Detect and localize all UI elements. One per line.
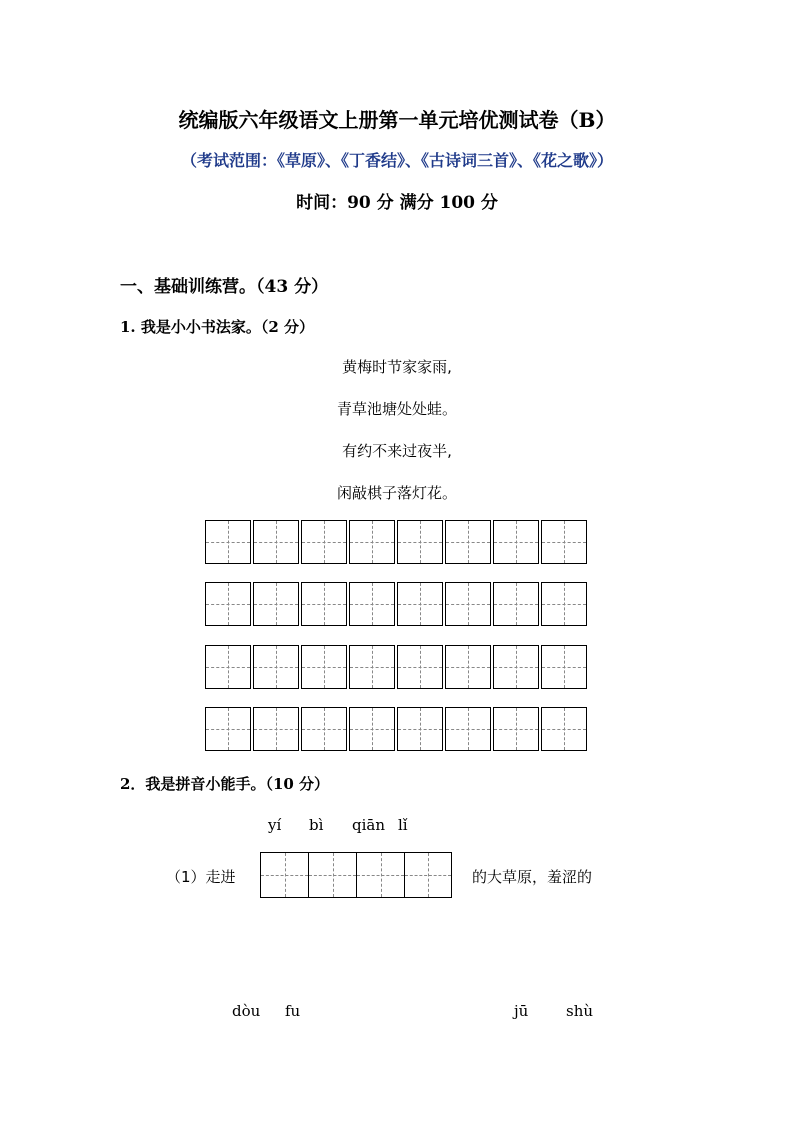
writing-cell[interactable] (541, 707, 587, 751)
writing-cell[interactable] (349, 582, 395, 626)
pinyin-syllable: lǐ (398, 816, 408, 834)
question-2-heading: 2．我是拼音小能手。（10 分） (120, 775, 330, 793)
writing-grid-row[interactable] (205, 520, 587, 564)
writing-cell[interactable] (445, 520, 491, 564)
writing-cell[interactable] (541, 582, 587, 626)
writing-cell[interactable] (541, 645, 587, 689)
writing-cell[interactable] (397, 582, 443, 626)
writing-cell[interactable] (301, 520, 347, 564)
writing-cell[interactable] (397, 707, 443, 751)
pinyin-syllable: shù (566, 1002, 594, 1020)
pinyin-syllable: bì (309, 816, 324, 834)
writing-grid-row[interactable] (205, 582, 587, 626)
answer-cell[interactable] (308, 852, 356, 898)
poem-line: 有约不来过夜半, (342, 442, 452, 460)
exam-title: 统编版六年级语文上册第一单元培优测试卷（B） (178, 108, 616, 132)
writing-cell[interactable] (349, 645, 395, 689)
writing-cell[interactable] (205, 707, 251, 751)
pinyin-syllable: qiān (352, 816, 386, 834)
pinyin-syllable: yí (268, 816, 282, 834)
answer-cell[interactable] (404, 852, 452, 898)
answer-grid[interactable] (260, 852, 452, 898)
writing-cell[interactable] (397, 645, 443, 689)
item-1-prefix: （1）走进 (166, 868, 236, 886)
writing-cell[interactable] (493, 645, 539, 689)
writing-cell[interactable] (397, 520, 443, 564)
poem-line: 青草池塘处处蛙。 (336, 400, 457, 418)
answer-cell[interactable] (260, 852, 308, 898)
exam-time-score: 时间：90 分 满分 100 分 (296, 193, 498, 213)
pinyin-syllable: jū (514, 1002, 529, 1020)
writing-cell[interactable] (493, 520, 539, 564)
writing-cell[interactable] (445, 707, 491, 751)
writing-cell[interactable] (445, 582, 491, 626)
writing-cell[interactable] (349, 520, 395, 564)
writing-cell[interactable] (205, 582, 251, 626)
writing-cell[interactable] (493, 707, 539, 751)
answer-cell[interactable] (356, 852, 404, 898)
writing-grid-row[interactable] (205, 645, 587, 689)
writing-cell[interactable] (301, 707, 347, 751)
writing-cell[interactable] (301, 582, 347, 626)
pinyin-syllable: dòu (232, 1002, 261, 1020)
writing-cell[interactable] (253, 582, 299, 626)
writing-cell[interactable] (205, 520, 251, 564)
writing-cell[interactable] (493, 582, 539, 626)
writing-cell[interactable] (301, 645, 347, 689)
question-1-heading: 1. 我是小小书法家。（2 分） (120, 318, 315, 336)
poem-line: 闲敲棋子落灯花。 (336, 484, 457, 502)
section-heading: 一、基础训练营。（43 分） (120, 277, 329, 297)
writing-cell[interactable] (349, 707, 395, 751)
writing-cell[interactable] (253, 707, 299, 751)
poem-line: 黄梅时节家家雨, (342, 358, 452, 376)
item-1-suffix: 的大草原，羞涩的 (472, 868, 593, 886)
writing-cell[interactable] (205, 645, 251, 689)
pinyin-syllable: fu (285, 1002, 301, 1020)
writing-cell[interactable] (541, 520, 587, 564)
exam-scope: （考试范围：《草原》、《丁香结》、《古诗词三首》、《花之歌》） (180, 151, 613, 170)
writing-cell[interactable] (253, 520, 299, 564)
writing-cell[interactable] (445, 645, 491, 689)
writing-cell[interactable] (253, 645, 299, 689)
writing-grid-row[interactable] (205, 707, 587, 751)
